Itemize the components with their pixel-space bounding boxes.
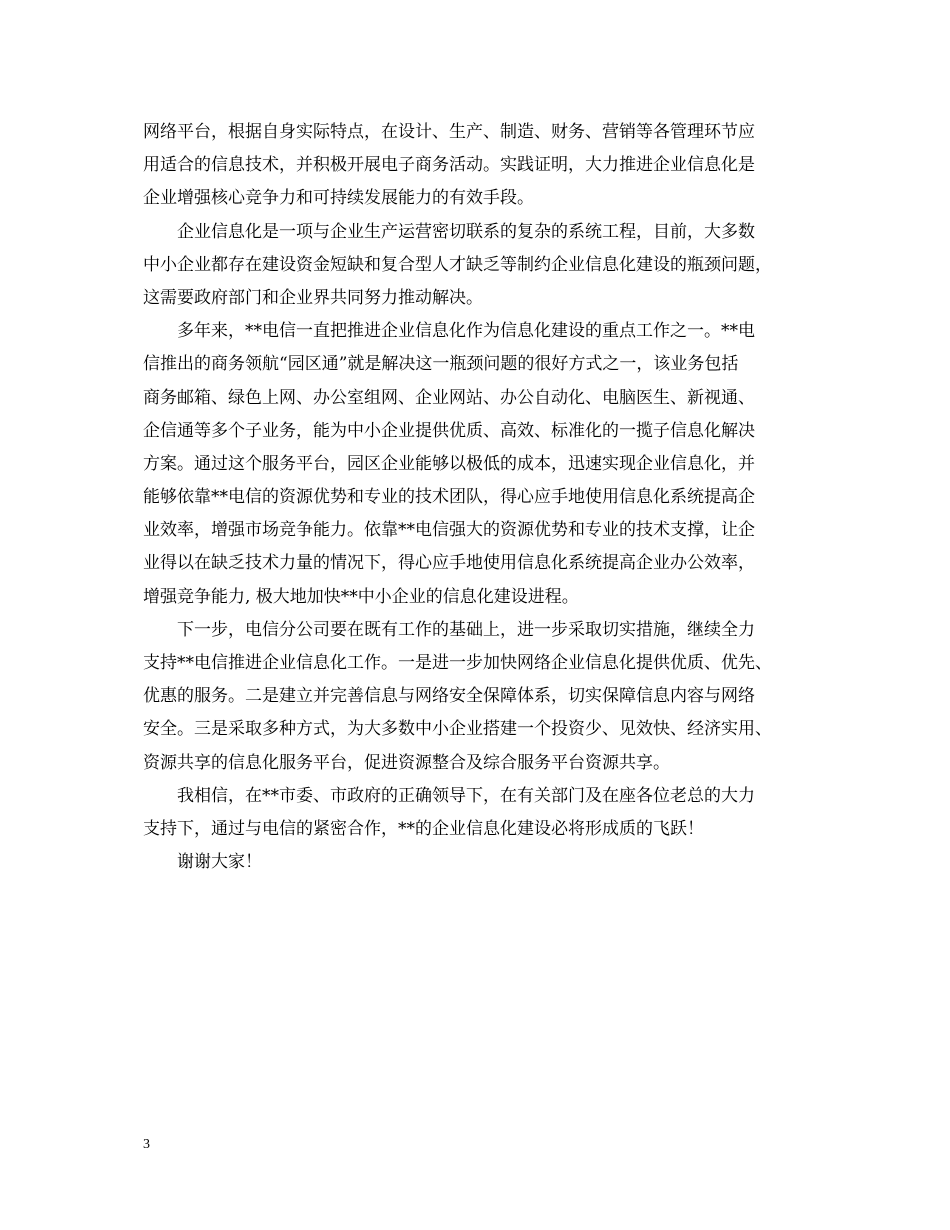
text-line: 用适合的信息技术，并积极开展电子商务活动。实践证明，大力推进企业信息化是 <box>143 155 755 176</box>
text-line: 信推出的商务领航“园区通”就是解决这一瓶颈问题的很好方式之一，该业务包括 <box>143 354 739 375</box>
text-line: 业效率，增强市场竞争能力。依靠**电信强大的资源优势和专业的技术支撑，让企 <box>143 520 755 541</box>
closing-line: 谢谢大家！ <box>177 852 262 873</box>
text-line: 方案。通过这个服务平台，园区企业能够以极低的成本，迅速实现企业信息化，并 <box>143 453 755 474</box>
text-line: 支持下，通过与电信的紧密合作，**的企业信息化建设必将形成质的飞跃！ <box>143 818 704 839</box>
text-line: 业得以在缺乏技术力量的情况下，得心应手地使用信息化系统提高企业办公效率， <box>143 553 755 574</box>
paragraph-first-line: 多年来，**电信一直把推进企业信息化作为信息化建设的重点工作之一。**电 <box>177 321 755 342</box>
text-line: 中小企业都存在建设资金短缺和复合型人才缺乏等制约企业信息化建设的瓶颈问题， <box>143 254 772 275</box>
text-line: 企信通等多个子业务，能为中小企业提供优质、高效、标准化的一揽子信息化解决 <box>143 420 755 441</box>
text-line: 这需要政府部门和企业界共同努力推动解决。 <box>143 287 483 308</box>
text-line: 优惠的服务。二是建立并完善信息与网络安全保障体系，切实保障信息内容与网络 <box>143 686 755 707</box>
text-line: 支持**电信推进企业信息化工作。一是进一步加快网络企业信息化提供优质、优先、 <box>143 653 772 673</box>
paragraph-first-line: 下一步，电信分公司要在既有工作的基础上，进一步采取切实措施，继续全力 <box>177 619 755 640</box>
text-line: 资源共享的信息化服务平台，促进资源整合及综合服务平台资源共享。 <box>143 752 670 773</box>
page-number: 3 <box>143 1137 150 1152</box>
text-line: 网络平台，根据自身实际特点，在设计、生产、制造、财务、营销等各管理环节应 <box>143 122 755 142</box>
body-text <box>143 116 815 879</box>
paragraph-first-line: 我相信，在**市委、市政府的正确领导下，在有关部门及在座各位老总的大力 <box>177 785 755 806</box>
text-line: 增强竞争能力, 极大地加快**中小企业的信息化建设进程。 <box>143 586 579 607</box>
text-line: 安全。三是采取多种方式，为大多数中小企业搭建一个投资少、见效快、经济实用、 <box>143 719 772 740</box>
text-line: 企业增强核心竞争力和可持续发展能力的有效手段。 <box>143 188 534 209</box>
text-line: 能够依靠**电信的资源优势和专业的技术团队，得心应手地使用信息化系统提高企 <box>143 487 755 508</box>
text-line: 商务邮箱、绿色上网、办公室组网、企业网站、办公自动化、电脑医生、新视通、 <box>143 387 755 408</box>
paragraph-first-line: 企业信息化是一项与企业生产运营密切联系的复杂的系统工程，目前，大多数 <box>177 221 755 242</box>
